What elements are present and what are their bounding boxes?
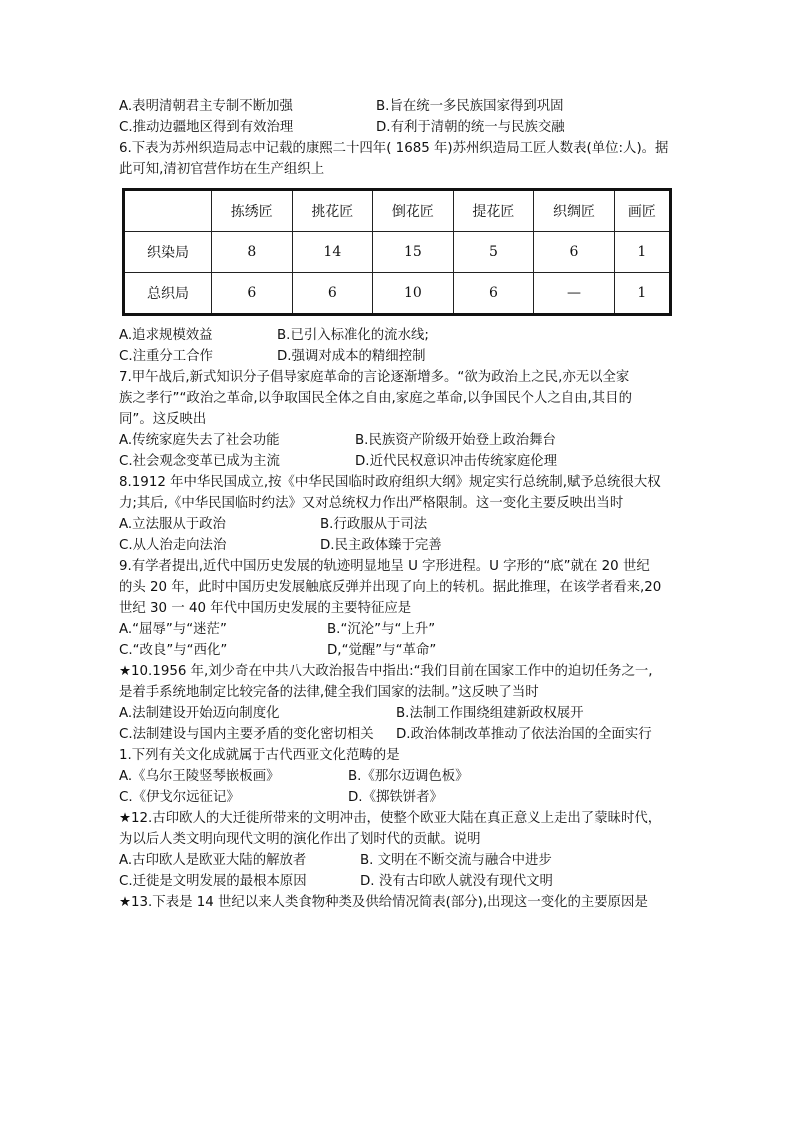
table-cell: 织染局 <box>124 232 212 273</box>
table-cell: 总织局 <box>124 273 212 315</box>
table-header-cell: 提花匠 <box>453 190 534 232</box>
q7-stem-line1: 7.甲午战后,新式知识分子倡导家庭革命的言论逐渐增多。“欲为政治上之民,亦无以全家 <box>119 370 630 385</box>
q10-stem-line1: ★10.1956 年,刘少奇在中共八大政治报告中指出:“我们目前在国家工作中的迫切任务之一, <box>119 664 653 679</box>
table-cell: 6 <box>292 273 373 315</box>
table-row <box>124 232 671 273</box>
q11-option-c: C.《伊戈尔远征记》 <box>119 790 240 805</box>
q13-stem: ★13.下表是 14 世纪以来人类食物种类及供给情况简表(部分),出现这一变化的主要原因是 <box>119 895 648 910</box>
table-cell: — <box>534 273 615 315</box>
table-row <box>124 273 671 315</box>
q12-option-a: A.古印欧人是欧亚大陆的解放者 <box>119 853 307 868</box>
q8-option-c: C.从人治走向法治 <box>119 538 227 553</box>
q5-option-c: C.推动边疆地区得到有效治理 <box>119 120 294 135</box>
table-cell: 6 <box>212 273 293 315</box>
q11-option-d: D.《掷铁饼者》 <box>348 790 443 805</box>
q11-option-a: A.《乌尔王陵竖琴嵌板画》 <box>119 769 280 784</box>
q9-stem-line3: 世纪 30 一 40 年代中国历史发展的主要特征应是 <box>119 601 412 616</box>
q5-option-b: B.旨在统一多民族国家得到巩固 <box>376 99 564 114</box>
table-header-cell: 倒花匠 <box>373 190 454 232</box>
table-header-row <box>124 190 671 232</box>
q12-stem-line1: ★12.古印欧人的大迁徙所带来的文明冲击，使整个欧亚大陆在真正意义上走出了蒙昧时代， <box>119 811 662 826</box>
q6-option-b: B.已引入标准化的流水线; <box>277 328 429 343</box>
q7-option-c: C.社会观念变革已成为主流 <box>119 454 280 469</box>
q6-stem-line1: 6.下表为苏州织造局志中记载的康熙二十四年( 1685 年)苏州织造局工匠人数表(单位:人)。据 <box>119 141 669 156</box>
q7-stem-line2: 族之孝行”“政治之革命,以争取国民全体之自由,家庭之革命,以争国民个人之自由,其目的 <box>119 391 632 406</box>
q8-option-a: A.立法服从于政治 <box>119 517 226 532</box>
q10-stem-line2: 是着手系统地制定比较完备的法律,健全我们国家的法制。”这反映了当时 <box>119 685 539 700</box>
q6-option-d: D.强调对成本的精细控制 <box>277 349 426 364</box>
table-cell: 1 <box>614 273 670 315</box>
q7-option-a: A.传统家庭失去了社会功能 <box>119 433 280 448</box>
q11-option-b: B.《那尔迈调色板》 <box>348 769 469 784</box>
q9-stem-line2: 的头 20 年，此时中国历史发展触底反弹并出现了向上的转机。据此推理，在该学者看来,20 <box>119 580 662 595</box>
q8-option-d: D.民主政体臻于完善 <box>320 538 442 553</box>
q10-option-d: D.政治体制改革推动了依法治国的全面实行 <box>396 727 652 742</box>
table-header-cell: 拣绣匠 <box>212 190 293 232</box>
q9-option-d: D,“觉醒”与“革命” <box>327 643 437 658</box>
q10-option-c: C.法制建设与国内主要矛盾的变化密切相关 <box>119 727 374 742</box>
q11-stem: 1.下列有关文化成就属于古代西亚文化范畴的是 <box>119 748 400 763</box>
q10-option-a: A.法制建设开始迈向制度化 <box>119 706 280 721</box>
table-cell: 10 <box>373 273 454 315</box>
q6-option-c: C.注重分工合作 <box>119 349 213 364</box>
q10-option-b: B.法制工作围绕组建新政权展开 <box>396 706 584 721</box>
q12-option-d: D. 没有古印欧人就没有现代文明 <box>360 874 553 889</box>
q9-option-a: A.“屈辱”与“迷茫” <box>119 622 227 637</box>
q9-stem-line1: 9.有学者提出,近代中国历史发展的轨迹明显地呈 U 字形进程。U 字形的“底”就在 20 世纪 <box>119 559 650 574</box>
q9-option-b: B.“沉沦”与“上升” <box>327 622 436 637</box>
q8-stem-line1: 8.1912 年中华民国成立,按《中华民国临时政府组织大纲》规定实行总统制,赋予总统很大权 <box>119 475 661 490</box>
table-header-cell: 画匠 <box>614 190 670 232</box>
q7-stem-line3: 同”。这反映出 <box>119 412 207 427</box>
table-header-cell: 织绸匠 <box>534 190 615 232</box>
q12-option-c: C.迁徙是文明发展的最根本原因 <box>119 874 307 889</box>
table-cell: 14 <box>292 232 373 273</box>
table-cell: 6 <box>453 273 534 315</box>
q8-stem-line2: 力;其后,《中华民国临时约法》又对总统权力作出严格限制。这一变化主要反映出当时 <box>119 496 624 511</box>
q6-option-a: A.追求规模效益 <box>119 328 213 343</box>
table-cell: 15 <box>373 232 454 273</box>
table-header-cell <box>124 190 212 232</box>
q9-option-c: C.“改良”与“西化” <box>119 643 228 658</box>
table-cell: 1 <box>614 232 670 273</box>
q7-option-d: D.近代民权意识冲击传统家庭伦理 <box>355 454 558 469</box>
table-cell: 5 <box>453 232 534 273</box>
q8-option-b: B.行政服从于司法 <box>320 517 428 532</box>
q5-option-d: D.有利于清朝的统一与民族交融 <box>376 120 565 135</box>
q5-option-a: A.表明清朝君主专制不断加强 <box>119 99 293 114</box>
q7-option-b: B.民族资产阶级开始登上政治舞台 <box>355 433 556 448</box>
q6-stem-line2: 此可知,清初官营作坊在生产组织上 <box>119 162 325 177</box>
q6-table <box>122 188 672 316</box>
table-cell: 6 <box>534 232 615 273</box>
q12-option-b: B. 文明在不断交流与融合中进步 <box>360 853 552 868</box>
table-cell: 8 <box>212 232 293 273</box>
q12-stem-line2: 为以后人类文明向现代文明的演化作出了划时代的贡献。说明 <box>119 832 481 847</box>
table-header-cell: 挑花匠 <box>292 190 373 232</box>
